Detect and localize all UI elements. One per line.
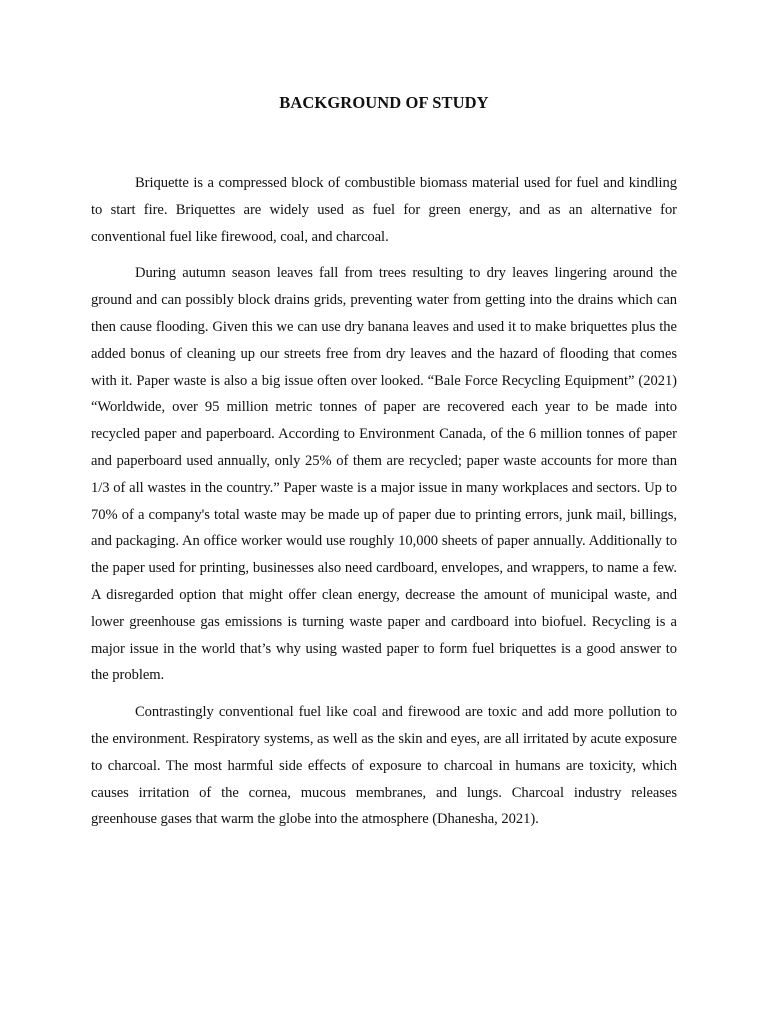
paragraph-waste-issues: During autumn season leaves fall from trees resulting to dry leaves lingering around the ground and can possibly block drains grids, preventing water from getting into the drains which can then cause flooding. Given this we can use dry banana leaves and used it to make briquettes plus the added bonus of cleaning up our streets free from dry leaves and the hazard of flooding that comes with it. Paper waste is also a big issue often over looked. “Bale Force Recycling Equipment” (2021) “Worldwide, over 95 million metric tonnes of paper are recovered each year to be made into recycled paper and paperboard. According to Environment Canada, of the 6 million tonnes of paper and paperboard used annually, only 25% of them are recycled; paper waste accounts for more than 1/3 of all wastes in the country.” Paper waste is a major issue in many workplaces and sectors. Up to 70% of a company's total waste may be made up of paper due to printing errors, junk mail, billings, and packaging. An office worker would use roughly 10,000 sheets of paper annually. Additionally to the paper used for printing, businesses also need cardboard, envelopes, and wrappers, to name a few. A disregarded option that might offer clean energy, decrease the amount of municipal waste, and lower greenhouse gas emissions is turning waste paper and cardboard into biofuel. Recycling is a major issue in the world that’s why using wasted paper to form fuel briquettes is a good answer to the problem.	[91, 265, 677, 684]
paragraph-conventional-fuel: Contrastingly conventional fuel like coal and firewood are toxic and add more pollution to the environment. Respiratory systems, as well as the skin and eyes, are all irritated by acute exposure to charcoal. The most harmful side effects of exposure to charcoal in humans are toxicity, which causes irritation of the cornea, mucous membranes, and lungs. Charcoal industry releases greenhouse gases that warm the globe into the atmosphere (Dhanesha, 2021).	[91, 704, 677, 828]
paragraph-briquette-definition: Briquette is a compressed block of combustible biomass material used for fuel and kindling to start fire. Briquettes are widely used as fuel for green energy, and as an alternative for conventional fuel like firewood, coal, and charcoal.	[91, 175, 677, 245]
document-body	[91, 170, 677, 843]
page-title: BACKGROUND OF STUDY	[279, 93, 489, 112]
